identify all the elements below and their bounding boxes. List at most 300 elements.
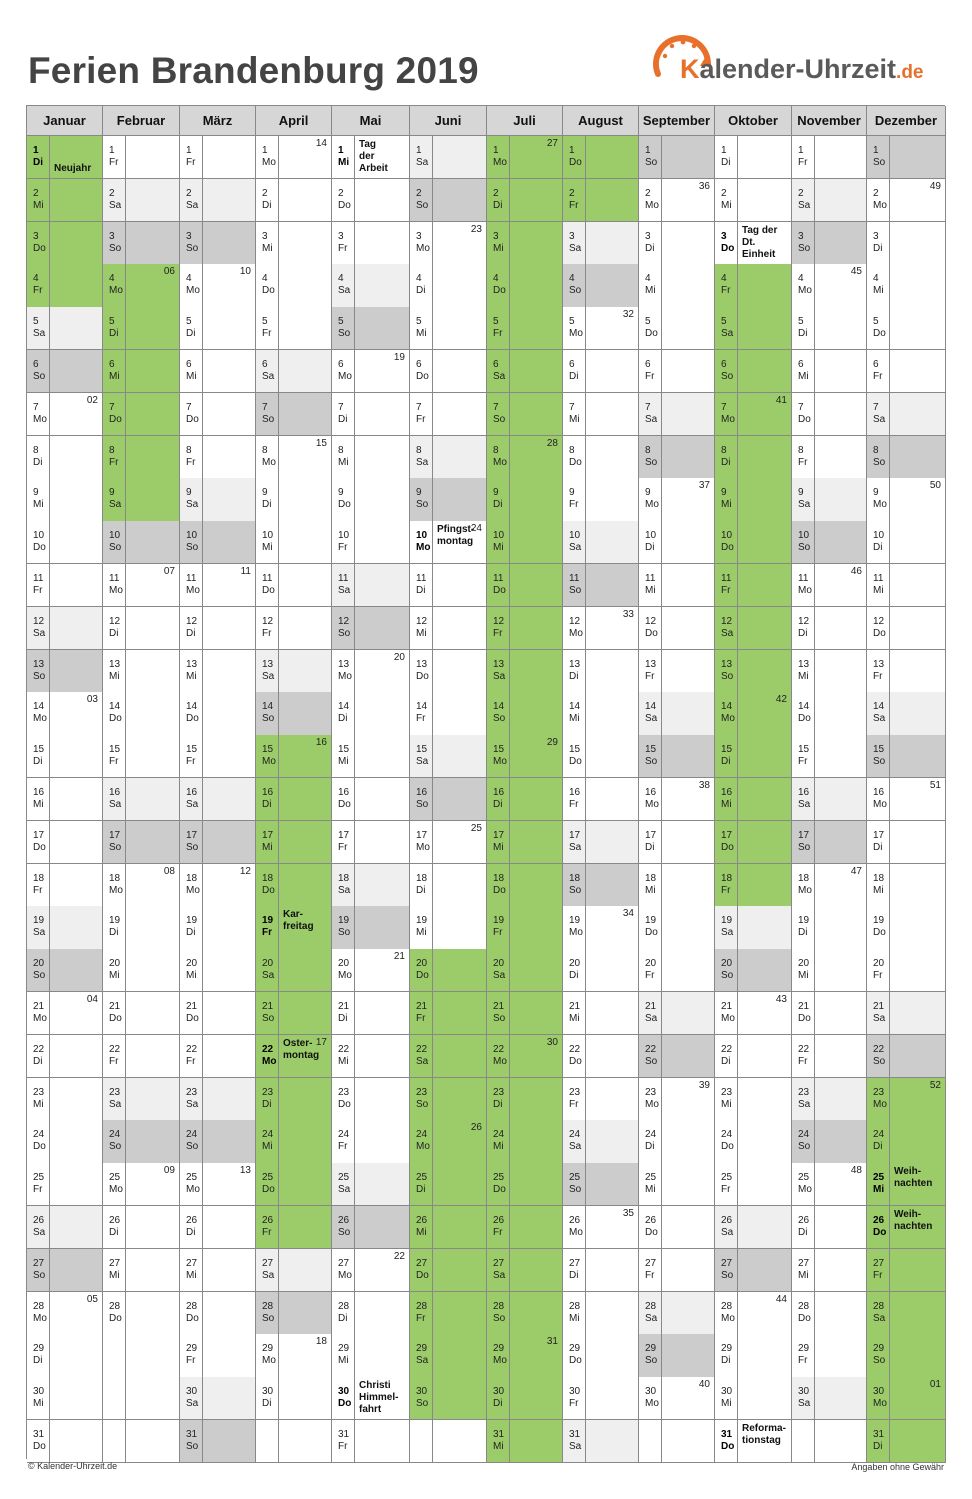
day-number: 1 xyxy=(338,145,344,156)
day-cell xyxy=(256,1206,332,1249)
weekday-label: Do xyxy=(721,542,734,554)
day-number: 26 xyxy=(338,1215,350,1226)
day-cell xyxy=(27,992,103,1035)
weekday-label: Sa xyxy=(721,927,734,939)
day-cell xyxy=(410,393,487,436)
weekday-label: Mo xyxy=(262,157,276,168)
day-cell xyxy=(487,906,563,949)
logo-name: alender-Uhrzeit xyxy=(699,54,897,84)
month-header-7: Juli xyxy=(487,106,563,136)
weekday-label: Mi xyxy=(416,1227,427,1238)
day-cell xyxy=(180,607,256,650)
day-cell xyxy=(867,864,946,907)
weekday-label: Di xyxy=(493,199,503,211)
weekday-label: Do xyxy=(33,242,46,254)
day-number: 24 xyxy=(416,1129,428,1141)
logo[interactable] xyxy=(650,30,950,100)
weekday-label: Do xyxy=(338,1398,352,1410)
day-number: 15 xyxy=(262,744,274,756)
day-cell xyxy=(410,1334,487,1377)
day-number: 2 xyxy=(416,187,422,199)
day-cell xyxy=(27,735,103,778)
day-number: 30 xyxy=(186,1386,198,1398)
weekday-label: So xyxy=(416,1098,429,1110)
day-number: 27 xyxy=(109,1257,121,1269)
day-number: 30 xyxy=(873,1386,885,1398)
day-number: 28 xyxy=(493,1300,505,1312)
day-number: 21 xyxy=(262,1001,274,1012)
day-cell xyxy=(410,778,487,821)
day-number: 21 xyxy=(186,1001,198,1012)
day-number: 28 xyxy=(645,1300,657,1312)
day-number: 9 xyxy=(262,487,268,499)
day-cell xyxy=(715,393,792,436)
day-number: 9 xyxy=(873,487,879,499)
weekday-label: Di xyxy=(262,199,272,211)
day-number: 16 xyxy=(493,787,505,798)
day-cell xyxy=(410,1078,487,1121)
day-cell xyxy=(256,136,332,179)
day-cell xyxy=(715,1334,792,1377)
day-cell xyxy=(103,1078,180,1121)
weekday-label: Mo xyxy=(493,1055,507,1067)
day-number: 10 xyxy=(338,530,350,542)
day-number: 29 xyxy=(338,1343,350,1355)
weekday-label: Mi xyxy=(338,1055,349,1067)
day-cell xyxy=(563,692,639,735)
day-cell xyxy=(639,136,715,179)
day-cell xyxy=(256,1377,332,1420)
weekday-label: Fr xyxy=(416,1312,426,1324)
calendar-week-number: 37 xyxy=(698,480,710,492)
weekday-label: Di xyxy=(262,499,272,511)
day-cell xyxy=(256,222,332,265)
weekday-label: Sa xyxy=(338,585,351,596)
day-number: 2 xyxy=(873,187,879,199)
day-cell xyxy=(715,1249,792,1292)
day-number: 22 xyxy=(186,1043,198,1055)
day-cell xyxy=(715,1035,792,1078)
weekday-label: Di xyxy=(798,627,808,639)
weekday-label: Di xyxy=(721,157,731,168)
day-number: 24 xyxy=(262,1129,274,1141)
day-number: 10 xyxy=(262,530,274,542)
day-number: 15 xyxy=(493,744,505,756)
day-number: 6 xyxy=(33,359,39,370)
day-cell xyxy=(410,1292,487,1335)
month-header-5: Mai xyxy=(332,106,410,136)
weekday-label: Mi xyxy=(569,1312,580,1324)
day-number: 23 xyxy=(493,1086,505,1098)
weekday-label: Do xyxy=(493,1184,506,1196)
day-number: 7 xyxy=(645,401,651,413)
day-number: 5 xyxy=(186,316,192,328)
day-number: 1 xyxy=(798,145,804,156)
day-number: 4 xyxy=(33,273,39,285)
day-number: 10 xyxy=(493,530,505,542)
day-cell xyxy=(410,564,487,607)
day-number: 24 xyxy=(721,1129,733,1141)
day-cell xyxy=(639,1292,715,1335)
day-number: 25 xyxy=(186,1172,198,1184)
weekday-label: So xyxy=(109,1141,122,1153)
weekday-label: Mo xyxy=(186,285,200,297)
day-number: 27 xyxy=(338,1257,350,1269)
weekday-label: Do xyxy=(493,884,506,896)
day-number: 2 xyxy=(262,187,268,199)
day-number: 9 xyxy=(798,487,804,499)
day-cell xyxy=(563,136,639,179)
weekday-label: Do xyxy=(109,713,122,725)
day-number: 21 xyxy=(798,1001,810,1012)
weekday-label: Sa xyxy=(186,799,199,810)
day-number: 6 xyxy=(186,359,192,370)
weekday-label: Fr xyxy=(186,1355,196,1367)
day-cell xyxy=(332,1334,410,1377)
weekday-label: Sa xyxy=(416,456,429,468)
month-header-8: August xyxy=(563,106,639,136)
day-cell xyxy=(103,735,180,778)
day-cell xyxy=(27,179,103,222)
day-cell xyxy=(180,906,256,949)
calendar-week-number: 03 xyxy=(86,694,98,706)
weekday-label: Do xyxy=(645,1227,658,1238)
weekday-label: Sa xyxy=(798,799,811,810)
day-number: 24 xyxy=(798,1129,810,1141)
day-number: 20 xyxy=(338,958,350,970)
day-cell xyxy=(867,564,946,607)
day-number: 17 xyxy=(645,829,657,841)
day-number: 25 xyxy=(798,1172,810,1184)
weekday-label: Fr xyxy=(262,328,272,340)
weekday-label: Sa xyxy=(645,1312,658,1324)
day-number: 1 xyxy=(109,145,115,156)
weekday-label: Di xyxy=(721,1055,731,1067)
weekday-label: Fr xyxy=(569,1398,579,1410)
weekday-label: Mo xyxy=(416,841,430,853)
day-cell xyxy=(867,478,946,521)
day-cell xyxy=(332,350,410,393)
day-cell xyxy=(792,949,867,992)
day-number: 20 xyxy=(416,958,428,970)
weekday-label: Do xyxy=(873,927,886,939)
day-number: 4 xyxy=(186,273,192,285)
weekday-label: Mi xyxy=(109,970,120,982)
weekday-label: Sa xyxy=(33,1227,46,1238)
day-number: 21 xyxy=(645,1001,657,1012)
day-cell xyxy=(103,478,180,521)
day-cell xyxy=(180,992,256,1035)
day-cell xyxy=(487,136,563,179)
weekday-label: Di xyxy=(416,1184,426,1196)
day-number: 5 xyxy=(416,316,422,328)
day-cell xyxy=(103,393,180,436)
weekday-label: So xyxy=(721,1269,734,1281)
day-cell xyxy=(332,436,410,479)
weekday-label: So xyxy=(262,413,275,425)
weekday-label: Fr xyxy=(262,627,272,639)
day-number: 14 xyxy=(109,701,121,713)
weekday-label: Mi xyxy=(262,242,273,254)
day-cell xyxy=(27,136,103,179)
weekday-label: Sa xyxy=(416,756,429,768)
weekday-label: Do xyxy=(338,499,351,511)
day-cell xyxy=(27,949,103,992)
day-number: 27 xyxy=(416,1257,428,1269)
day-cell xyxy=(715,692,792,735)
day-cell xyxy=(792,1035,867,1078)
weekday-label: Sa xyxy=(109,499,122,511)
day-number: 11 xyxy=(338,573,349,584)
day-cell xyxy=(639,478,715,521)
day-cell xyxy=(27,436,103,479)
weekday-label: Fr xyxy=(338,841,348,853)
day-number: 17 xyxy=(338,829,350,841)
day-cell xyxy=(867,778,946,821)
weekday-label: Di xyxy=(186,328,196,340)
weekday-label: So xyxy=(493,1312,506,1324)
holiday-label: Neujahr xyxy=(54,163,92,174)
day-cell xyxy=(487,1420,563,1463)
day-cell xyxy=(639,906,715,949)
day-cell xyxy=(332,393,410,436)
day-number: 1 xyxy=(721,145,727,156)
day-cell xyxy=(27,1035,103,1078)
calendar-week-number: 19 xyxy=(393,352,405,363)
day-cell xyxy=(180,1078,256,1121)
day-number: 3 xyxy=(416,230,422,242)
day-number: 20 xyxy=(262,958,274,970)
day-cell xyxy=(103,864,180,907)
day-number: 28 xyxy=(798,1300,810,1312)
calendar-week-number: 07 xyxy=(163,566,175,577)
day-cell xyxy=(639,564,715,607)
calendar-week-number: 24 xyxy=(470,523,482,535)
weekday-label: So xyxy=(645,1355,658,1367)
day-cell xyxy=(410,1377,487,1420)
weekday-label: Fr xyxy=(33,285,43,297)
day-number: 26 xyxy=(721,1215,733,1226)
day-cell xyxy=(332,1377,410,1420)
day-cell xyxy=(639,1078,715,1121)
weekday-label: Di xyxy=(33,1355,43,1367)
holiday-label: Weih- nachten xyxy=(894,1166,933,1190)
day-cell xyxy=(639,821,715,864)
day-cell xyxy=(715,607,792,650)
day-cell xyxy=(563,1249,639,1292)
day-cell xyxy=(332,136,410,179)
calendar-week-number: 33 xyxy=(622,608,634,620)
day-number: 31 xyxy=(721,1429,733,1440)
day-number: 14 xyxy=(493,701,505,713)
day-number: 18 xyxy=(493,872,505,884)
holiday-label: Weih- nachten xyxy=(894,1209,933,1232)
weekday-label: Sa xyxy=(798,1398,811,1410)
day-number: 22 xyxy=(569,1043,581,1055)
calendar-week-number: 22 xyxy=(393,1250,405,1262)
day-number: 13 xyxy=(493,658,505,670)
day-cell xyxy=(180,222,256,265)
calendar-week-number: 01 xyxy=(929,1379,941,1391)
weekday-label: Mi xyxy=(798,371,809,382)
day-cell xyxy=(715,564,792,607)
weekday-label: So xyxy=(645,157,658,168)
calendar-week-number: 10 xyxy=(239,266,251,278)
day-number: 5 xyxy=(645,316,651,328)
day-cell xyxy=(410,307,487,350)
day-cell xyxy=(410,1163,487,1206)
day-cell xyxy=(639,864,715,907)
weekday-label: Mi xyxy=(645,884,656,896)
weekday-label: Mi xyxy=(798,1269,809,1281)
day-number: 20 xyxy=(873,958,885,970)
weekday-label: Mi xyxy=(493,841,504,853)
weekday-label: Mo xyxy=(109,585,123,596)
day-cell xyxy=(715,864,792,907)
day-cell xyxy=(27,1120,103,1163)
weekday-label: Do xyxy=(645,927,658,939)
weekday-label: Mo xyxy=(721,1013,735,1024)
weekday-label: Sa xyxy=(262,371,275,382)
day-cell xyxy=(256,949,332,992)
weekday-label: Sa xyxy=(493,970,506,982)
weekday-label: Mo xyxy=(109,285,123,297)
day-number: 18 xyxy=(645,872,657,884)
day-number: 30 xyxy=(262,1386,274,1398)
day-cell xyxy=(410,735,487,778)
weekday-label: Mi xyxy=(186,371,197,382)
empty-cell xyxy=(103,1377,180,1420)
day-cell xyxy=(332,607,410,650)
day-cell xyxy=(487,1334,563,1377)
day-cell xyxy=(639,1035,715,1078)
day-number: 4 xyxy=(873,273,879,285)
day-cell xyxy=(256,906,332,949)
weekday-label: Do xyxy=(569,1055,582,1067)
weekday-label: So xyxy=(338,627,351,639)
day-number: 19 xyxy=(873,915,885,927)
weekday-label: Mi xyxy=(569,1013,580,1024)
day-number: 28 xyxy=(338,1300,350,1312)
day-number: 13 xyxy=(338,658,350,670)
calendar-week-number: 21 xyxy=(393,951,405,963)
day-number: 8 xyxy=(493,444,499,456)
day-cell xyxy=(792,222,867,265)
day-number: 4 xyxy=(109,273,115,285)
day-cell xyxy=(410,864,487,907)
weekday-label: Do xyxy=(798,1312,811,1324)
day-number: 8 xyxy=(186,444,192,456)
day-cell xyxy=(792,136,867,179)
day-number: 11 xyxy=(721,573,732,584)
day-cell xyxy=(332,692,410,735)
weekday-label: So xyxy=(262,713,275,725)
weekday-label: So xyxy=(721,970,734,982)
day-cell xyxy=(867,179,946,222)
day-cell xyxy=(410,521,487,564)
day-number: 26 xyxy=(109,1215,121,1226)
day-number: 26 xyxy=(569,1215,581,1226)
weekday-label: So xyxy=(721,670,734,682)
day-number: 12 xyxy=(645,615,657,627)
weekday-label: So xyxy=(873,1355,886,1367)
day-number: 22 xyxy=(798,1043,810,1055)
day-cell xyxy=(639,436,715,479)
day-cell xyxy=(256,735,332,778)
day-cell xyxy=(332,1249,410,1292)
day-cell xyxy=(103,564,180,607)
day-cell xyxy=(410,179,487,222)
weekday-label: Mo xyxy=(569,1227,583,1238)
day-number: 13 xyxy=(416,658,428,670)
weekday-label: Mo xyxy=(493,456,507,468)
day-number: 24 xyxy=(338,1129,350,1141)
calendar-week-number: 30 xyxy=(546,1036,558,1048)
page-title: Ferien Brandenburg 2019 xyxy=(28,50,479,91)
day-cell xyxy=(563,564,639,607)
weekday-label: Do xyxy=(33,542,46,554)
day-cell xyxy=(792,179,867,222)
calendar-week-number: 35 xyxy=(622,1208,634,1219)
day-number: 20 xyxy=(186,958,198,970)
weekday-label: Mi xyxy=(798,970,809,982)
day-cell xyxy=(256,1035,332,1078)
day-number: 2 xyxy=(569,187,575,199)
day-cell xyxy=(256,821,332,864)
weekday-label: Mo xyxy=(493,756,507,768)
day-cell xyxy=(256,607,332,650)
day-number: 10 xyxy=(873,530,885,542)
weekday-label: Sa xyxy=(645,713,658,725)
day-number: 31 xyxy=(873,1429,885,1440)
day-number: 11 xyxy=(416,573,427,584)
weekday-label: Fr xyxy=(109,756,119,768)
day-cell xyxy=(180,478,256,521)
day-number: 18 xyxy=(33,872,45,884)
day-number: 29 xyxy=(493,1343,505,1355)
day-cell xyxy=(180,949,256,992)
weekday-label: So xyxy=(262,1312,275,1324)
weekday-label: Mi xyxy=(338,157,350,168)
day-cell xyxy=(715,778,792,821)
day-cell xyxy=(867,1206,946,1249)
calendar-week-number: 18 xyxy=(315,1336,327,1348)
weekday-label: Mi xyxy=(338,756,349,768)
weekday-label: Sa xyxy=(873,1312,886,1324)
weekday-label: Mi xyxy=(338,456,349,468)
day-cell xyxy=(180,1035,256,1078)
weekday-label: Mo xyxy=(645,1398,659,1410)
day-number: 24 xyxy=(569,1129,581,1141)
day-cell xyxy=(487,564,563,607)
weekday-label: Mo xyxy=(262,456,276,468)
weekday-label: Mo xyxy=(493,157,507,168)
day-cell xyxy=(867,1035,946,1078)
day-number: 22 xyxy=(493,1043,505,1055)
day-number: 31 xyxy=(493,1429,505,1440)
day-number: 18 xyxy=(569,872,581,884)
weekday-label: Do xyxy=(416,371,429,382)
day-cell xyxy=(103,222,180,265)
weekday-label: Di xyxy=(338,713,348,725)
day-cell xyxy=(103,650,180,693)
weekday-label: So xyxy=(798,542,811,554)
day-cell xyxy=(103,692,180,735)
day-cell xyxy=(563,521,639,564)
day-cell xyxy=(792,1163,867,1206)
day-number: 8 xyxy=(109,444,115,456)
day-number: 12 xyxy=(493,615,505,627)
